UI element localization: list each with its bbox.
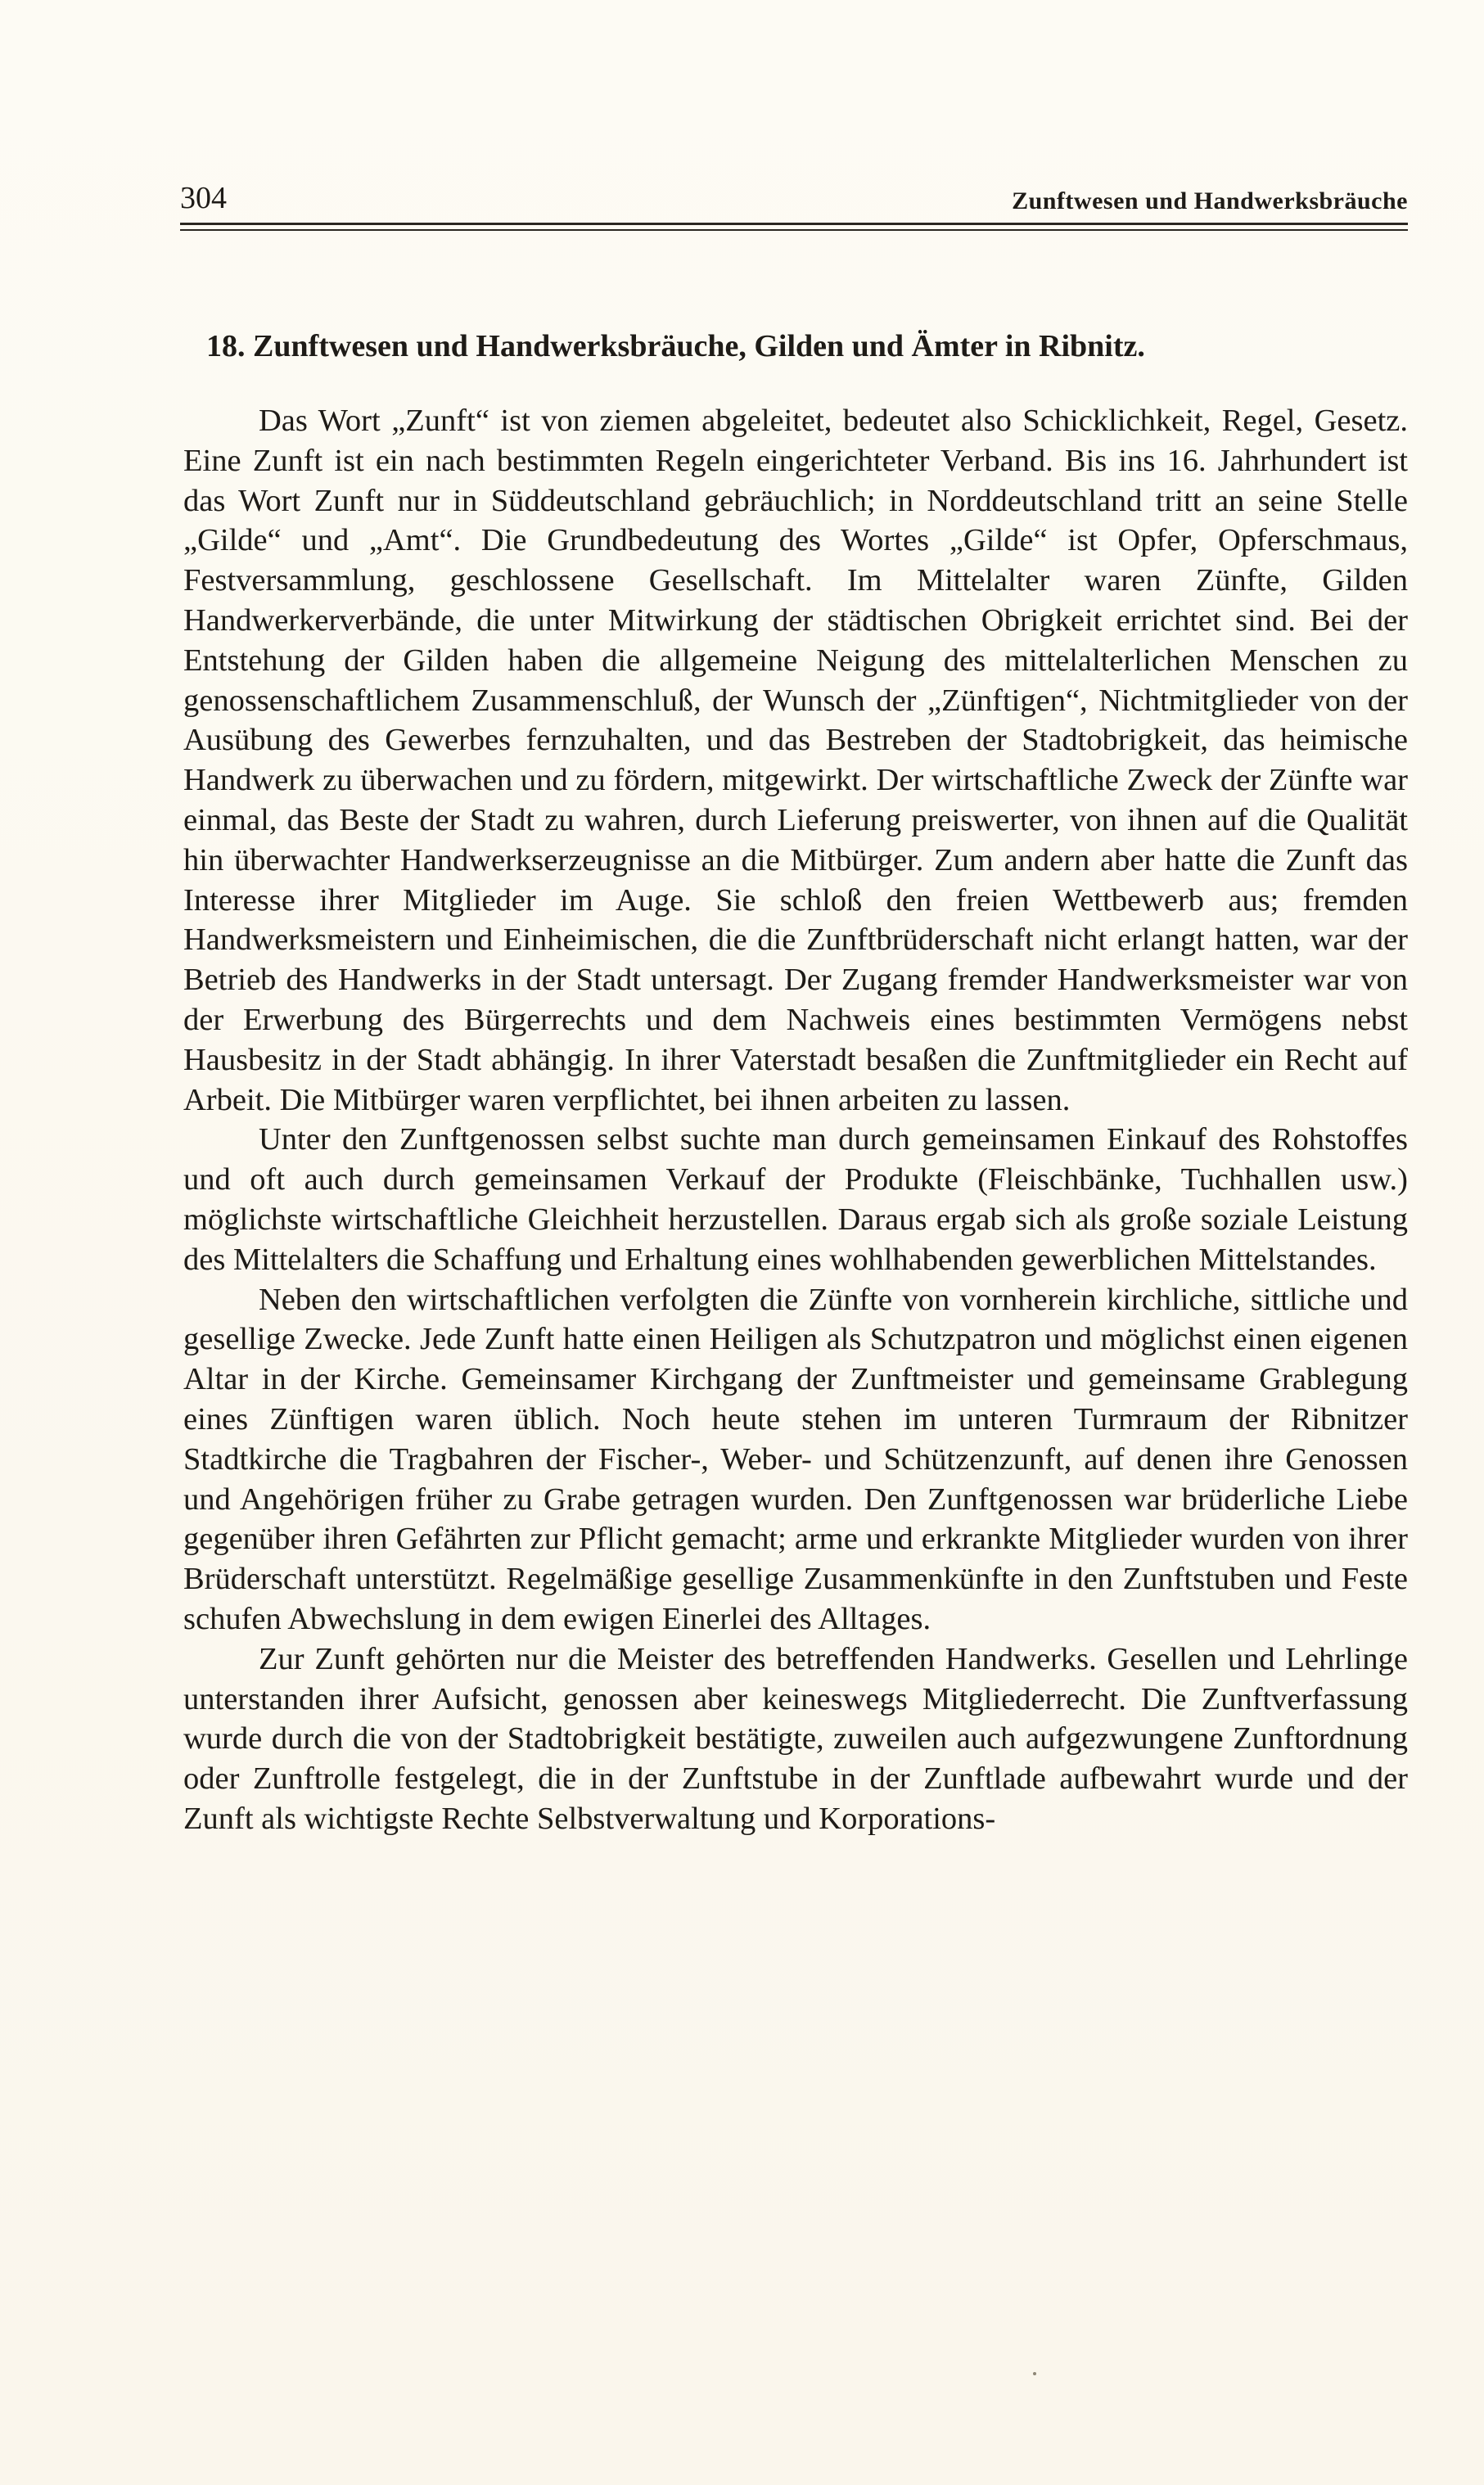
paragraph: Zur Zunft gehörten nur die Meister des betreffenden Handwerks. Gesellen und Lehrlinge unterstanden ihrer Aufsicht, genossen aber keineswegs Mitgliederrecht. Die Zunftverfassung wurde durch die von der Stadtobrigkeit bestätigte, zuweilen auch aufgezwungene Zunftordnung oder Zunftrolle festgelegt, die in der Zunftstube in der Zunftlade aufbewahrt wurde und der Zunft als wichtigste Rechte Selbstverwaltung und Korporations- bbox=[183, 1641, 1408, 1836]
running-title: Zunftwesen und Handwerksbräuche bbox=[1012, 187, 1408, 214]
paragraph: Das Wort „Zunft“ ist von ziemen abgeleitet, bedeutet also Schicklichkeit, Regel, Gesetz. Eine Zunft ist ein nach bestimmten Regeln eingerichteter Verband. Bis ins 16. Jahrhundert ist das Wort Zunft nur in Süddeutschland gebräuchlich; in Norddeutschland tritt an seine Stelle „Gilde“ und „Amt“. Die Grundbedeutung des Wortes „Gilde“ ist Opfer, Opferschmaus, Festversammlung, geschlossene Gesellschaft. Im Mittelalter waren Zünfte, Gilden Handwerkerverbände, die unter Mitwirkung der städtischen Obrigkeit errichtet sind. Bei der Entstehung der Gilden haben die allgemeine Neigung des mittelalterlichen Menschen zu genossenschaftlichem Zusammenschluß, der Wunsch der „Zünftigen“, Nichtmitglieder von der Ausübung des Gewerbes fernzuhalten, und das Bestreben der Stadtobrigkeit, das heimische Handwerk zu überwachen und zu fördern, mitgewirkt. Der wirtschaftliche Zweck der Zünfte war einmal, das Beste der Stadt zu wahren, durch Lieferung preiswerter, von ihnen auf die Qualität hin überwachter Handwerkserzeugnisse an die Mitbürger. Zum andern aber hatte die Zunft das Interesse ihrer Mitglieder im Auge. Sie schloß den freien Wettbewerb aus; fremden Handwerksmeistern und Einheimischen, die die Zunftbrüderschaft nicht erlangt hatten, war der Betrieb des Handwerks in der Stadt untersagt. Der Zugang fremder Handwerksmeister war von der Erwerbung des Bürgerrechts und dem Nachweis eines bestimmten Vermögens nebst Hausbesitz in der Stadt abhängig. In ihrer Vaterstadt besaßen die Zunftmitglieder ein Recht auf Arbeit. Die Mitbürger waren verpflichtet, bei ihnen arbeiten zu lassen. bbox=[183, 404, 1408, 1117]
paper-speck bbox=[1033, 2372, 1036, 2375]
header-rule-thick bbox=[180, 223, 1408, 225]
paragraph: Unter den Zunftgenossen selbst suchte man durch gemeinsamen Einkauf des Rohstoffes und oft auch durch gemeinsamen Verkauf der Produkte (Fleischbänke, Tuchhallen usw.) möglichste wirtschaftliche Gleichheit herzustellen. Daraus ergab sich als große soziale Leistung des Mittelalters die Schaffung und Erhaltung eines wohlhabenden gewerblichen Mittelstandes. bbox=[183, 1122, 1408, 1277]
page-number: 304 bbox=[180, 181, 227, 215]
body-text bbox=[183, 401, 1408, 1839]
running-head bbox=[180, 178, 1408, 228]
header-rule-thin bbox=[180, 229, 1408, 231]
chapter-heading: 18. Zunftwesen und Handwerksbräuche, Gilden und Ämter in Ribnitz. bbox=[206, 329, 1145, 363]
paragraph: Neben den wirtschaftlichen verfolgten die Zünfte von vornherein kirchliche, sittliche und gesellige Zwecke. Jede Zunft hatte einen Heiligen als Schutzpatron und möglichst einen eigenen Altar in der Kirche. Gemeinsamer Kirchgang der Zunftmeister und gemeinsame Grablegung eines Zünftigen waren üblich. Noch heute stehen im unteren Turmraum der Ribnitzer Stadtkirche die Tragbahren der Fischer-, Weber- und Schützenzunft, auf denen ihre Genossen und Angehörigen früher zu Grabe getragen wurden. Den Zunftgenossen war brüderliche Liebe gegenüber ihren Gefährten zur Pflicht gemacht; arme und erkrankte Mitglieder wurden von ihrer Brüderschaft unterstützt. Regelmäßige gesellige Zusammenkünfte in den Zunftstuben und Feste schufen Abwechslung in dem ewigen Einerlei des Alltages. bbox=[183, 1282, 1408, 1636]
